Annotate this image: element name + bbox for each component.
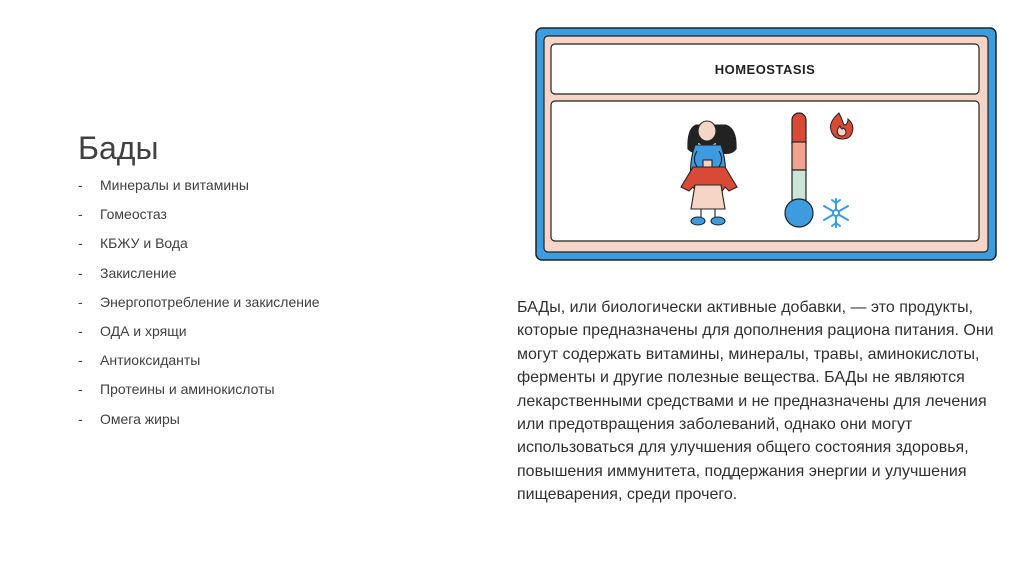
list-item [78, 234, 320, 263]
list-item-label: Минералы и витамины [100, 177, 249, 193]
bullet-marker: - [78, 381, 83, 398]
list-item [78, 351, 320, 380]
list-item [78, 410, 320, 439]
caption-text: HOMEOSTASIS [714, 62, 816, 77]
bullet-marker: - [78, 293, 83, 310]
list-item-label: Энергопотребление и закисление [100, 293, 320, 310]
list-item-label: Гомеостаз [100, 206, 167, 223]
bullet-marker: - [78, 322, 83, 339]
homeostasis-illustration [535, 27, 997, 261]
list-item [78, 322, 320, 351]
list-item-label: Закисление [100, 264, 177, 281]
list-item [78, 264, 320, 293]
description-paragraph: БАДы, или биологически активные добавки, — это продукты, которые предназначены для дополнения рациона питания. Они могут содержать витамины, минералы, травы, аминокислоты, ферменты и другие полезные вещества. БАДы не являются лекарственными средствами и не предназначены для лечения или предотвращения заболеваний, однако они могут использоваться для улучшения общего состояния здоровья, повышения иммунитета, поддержания энергии и улучшения пищеварения, среди прочего. [517, 299, 994, 504]
slide-title: Бады [78, 130, 159, 166]
list-item [78, 205, 320, 234]
bullet-marker: - [78, 352, 83, 369]
bullet-marker: - [78, 264, 83, 281]
picture-box [551, 101, 979, 241]
list-item [78, 380, 320, 409]
list-item [78, 293, 320, 322]
list-item-label: КБЖУ и Вода [100, 235, 188, 252]
bullet-marker: - [78, 206, 83, 223]
bullet-marker: - [78, 410, 83, 427]
topic-list [78, 176, 320, 439]
list-item-label: ОДА и хрящи [100, 322, 187, 339]
list-item [78, 176, 320, 205]
list-item-label: Омега жиры [100, 410, 180, 427]
bullet-marker: - [78, 235, 83, 252]
list-item-label: Антиоксиданты [100, 352, 201, 369]
bullet-marker: - [78, 177, 83, 193]
list-item-label: Протеины и аминокислоты [100, 381, 275, 398]
